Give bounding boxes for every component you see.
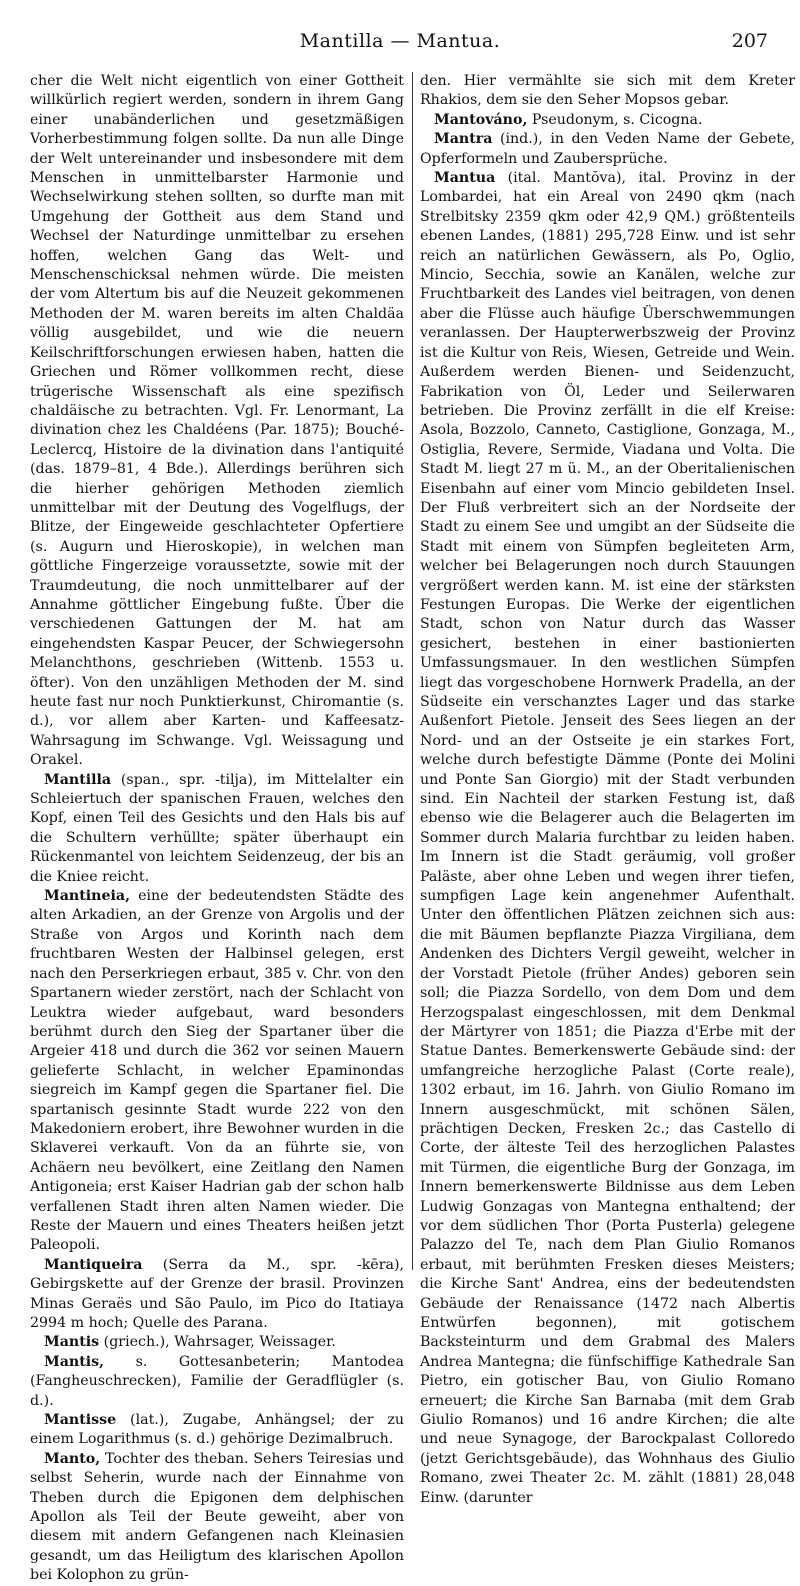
entry-text: (ital. Mantŏva), ital. Provinz in der Lombardei, hat ein Areal von 2490 qkm (nach Strelbitsky 2359 qkm oder 42,9 QM.) größtenteils ebenen Landes, (1881) 295,728 Einw. und ist sehr reich an natürlichen Gewässern, als Po, Oglio, Mincio, Secchia, sowie an Kanälen, welche zur Fruchtbarkeit des Landes viel beitragen, von denen aber die Flüsse auch häufige Überschwemmungen veranlassen. Der Haupterwerbszweig der Provinz ist die Kultur von Reis, Wiesen, Getreide und Wein. Außerdem werden Bienen- und Seidenzucht, Fabrikation von Öl, Leder und Seilerwaren betrieben. Die Provinz zerfällt in die elf Kreise: Asola, Bozzolo, Canneto, Castiglione, Gonzaga, M., Ostiglia, Revere, Sermide, Viadana und Volta. Die Stadt M. liegt 27 m ü. M., an der Oberitalienischen Eisenbahn auf einer vom Mincio gebildeten Insel. Der Fluß verbreitert sich an der Nordseite der Stadt zu einem See und umgibt an der Südseite die Stadt mit einem von Sümpfen begleiteten Arm, welcher bei Belagerungen noch durch Stauungen vergrößert werden kann. M. ist eine der stärksten Festungen Europas. Die Werke der eigentlichen Stadt, schon von Natur durch das Wasser gesichert, bestehen in einer bastionierten Umfassungsmauer. In den westlichen Sümpfen liegt das vorgeschobene Hornwerk Pradella, an der Südseite ein verschanztes Lager und das starke Außenfort Pietole. Jenseit des Sees liegen an der Nord- und an der Ostseite je ein starkes Fort, welche durch befestigte Dämme (Ponte dei Molini und Ponte San Giorgio) mit der Stadt verbunden sind. Ein Nachteil der starken Festung ist, daß ebenso wie die Belagerer auch die Belagerten im Sommer durch Malaria furchtbar zu leiden haben. Im Innern ist die Stadt geräumig, voll großer Paläste, aber ohne Leben und wegen ihrer tiefen, sumpfigen Lage kein angenehmer Aufenthalt. Unter den öffentlichen Plätzen zeichnen sich aus: die mit Bäumen bepflanzte Piazza Virgiliana, dem Andenken des Dichters Vergil geweiht, welcher in der Vorstadt Pietole (früher Andes) geboren sein soll; die Piazza Sordello, von dem Dom und dem Herzogspalast eingeschlossen, mit dem Denkmal der Märtyrer von 1851; die Piazza d'Erbe mit der Statue Dantes. Bemerkenswerte Gebäude sind: der umfangreiche herzogliche Palast (Corte reale), 1302 erbaut, im 16. Jahrh. von Giulio Romano im Innern ausgeschmückt, mit schönen Sälen, prächtigen Decken, Fresken 2c.; das Castello di Corte, der älteste Teil des herzoglichen Palastes mit Türmen, die eigentliche Burg der Gonzaga, im Innern bemerkenswerte Bildnisse aus dem Leben Ludwig Gonzagas von Mantegna enthaltend; der vor dem südlichen Thor (Porta Pusterla) gelegene Palazzo del Te, nach dem Plan Giulio Romanos erbaut, mit berühmten Fresken dieses Meisters; die Kirche Sant' Andrea, eins der bedeutendsten Gebäude der Renaissance (1472 nach Albertis Entwürfen begonnen), mit gotischem Backsteinturm und dem Grabmal des Malers Andrea Mantegna; die fünfschiffige Kathedrale San Pietro, ein gotischer Bau, von Giulio Romano erneuert; die Kirche San Barnaba (mit dem Grab Giulio Romanos) und 16 andre Kirchen; die alte und neue Synagoge, der Barockpalast Colloredo (jetzt Gerichtsgebäude), das Wohnhaus des Giulio Romano, zwei Theater 2c. M. zählt (1881) 28,048 Einw. (darunter (420, 170, 795, 1506)
entry-headword: Mantilla (44, 771, 112, 788)
entry-headword: Mantineia, (44, 888, 131, 905)
entry-mantineia (30, 887, 404, 1256)
page-header (30, 30, 770, 58)
entry-manto (30, 1450, 404, 1586)
entry-text: eine der bedeutendsten Städte des alten Arkadien, an der Grenze von Argolis und der Straße von Argos und Korinth nach dem fruchtbaren Westen der Halbinsel gelegen, erst nach den Perserkriegen erbaut, 385 v. Chr. von den Spartanern wieder zerstört, nach der Schlacht von Leuktra wieder aufgebaut, ward besonders berühmt durch den Sieg der Spartaner über die Argeier 418 und durch die 362 vor seinen Mauern gelieferte Schlacht, in welcher Epaminondas siegreich im Kampf gegen die Spartaner fiel. Die spartanisch gesinnte Stadt wurde 222 von den Makedoniern erobert, ihre Bewohner wurden in die Sklaverei verkauft. Von da an führte sie, von Achäern neu bevölkert, eine Zeitlang den Namen Antigoneia; erst Kaiser Hadrian gab der schon halb verfallenen Stadt ihren alten Namen wieder. Die Reste der Mauern und eines Theaters heißen jetzt Paleopoli. (30, 888, 404, 1254)
entry-mantis-2 (30, 1353, 404, 1411)
entry-text: (Serra da M., spr. -kēra), Gebirgskette auf der Grenze der brasil. Provinzen Minas Geraës und São Paulo, im Pico do Itatiaya 2994 m hoch; Quelle des Parana. (30, 1256, 404, 1331)
entry-headword: Mantiqueira (44, 1256, 143, 1273)
left-column (30, 72, 404, 1584)
entry-mantis-1 (30, 1333, 404, 1352)
entry-text: s. Gottesanbeterin; Mantodea (Fangheuschrecken), Familie der Geradflügler (s. d.). (30, 1353, 404, 1409)
entry-text: (span., spr. -tilja), im Mittelalter ein Schleiertuch der spanischen Frauen, welches den Kopf, einen Teil des Gesichts und den Hals bis auf die Schultern verhüllte; später überhaupt ein Rückenmantel von leichtem Seidenzeug, der bis an die Kniee reicht. (30, 771, 404, 885)
entry-continuation (420, 72, 795, 111)
entry-mantiqueira (30, 1256, 404, 1334)
entry-text: Tochter des theban. Sehers Teiresias und selbst Seherin, wurde nach der Einnahme von Theben durch die Epigonen dem delphischen Apollon als Teil der Beute geweiht, aber von diesem mit andern Gefangenen nach Kleinasien gesandt, um das Heiligtum des klarischen Apollon bei Kolophon zu grün- (30, 1450, 404, 1584)
entry-text: (griech.), Wahrsager, Weissager. (99, 1334, 336, 1351)
column-divider (412, 72, 413, 1270)
entry-mantilla (30, 771, 404, 887)
entry-headword: Manto, (44, 1450, 101, 1467)
entry-headword: Mantis, (44, 1353, 105, 1370)
entry-headword: Mantisse (44, 1412, 117, 1429)
entry-text: Pseudonym, s. Cicogna. (527, 111, 703, 128)
entry-headword: Mantováno, (434, 111, 528, 128)
entry-mantua (420, 169, 795, 1508)
entry-mantisse (30, 1411, 404, 1450)
running-title: Mantilla — Mantua. (299, 30, 501, 52)
page-number: 207 (731, 30, 768, 52)
entry-headword: Mantis (44, 1334, 100, 1351)
entry-headword: Mantua (434, 170, 496, 187)
entry-text: (ind.), in den Veden Name der Gebete, Opferformeln und Zaubersprüche. (420, 131, 795, 167)
entry-text: (lat.), Zugabe, Anhängsel; der zu einem Logarithmus (s. d.) gehörige Dezimalbruch. (30, 1412, 404, 1448)
entry-text: den. Hier vermählte sie sich mit dem Kreter Rhakios, dem sie den Seher Mopsos gebar. (420, 73, 795, 109)
right-column (420, 72, 795, 1506)
entry-text: cher die Welt nicht eigentlich von einer Gottheit willkürlich regiert werden, sondern in ihrem Gang einer unabänderlichen und gesetzmäßigen Vorherbestimmung folgen sollte. Da nun alle Dinge der Welt untereinander und insbesondere mit dem Menschen in unmittelbarster Harmonie und Wechselwirkung stehen sollten, so durfte man mit Umgehung der Gottheit aus dem Stand und Wechsel der Naturdinge unmittelbar zu ersehen hoffen, welchen Gang das Welt- und Menschenschicksal nehmen würde. Die meisten der vom Altertum bis auf die Neuzeit gekommenen Methoden der M. waren bereits im alten Chaldäa völlig ausgebildet, und wie die neuern Keilschriftforschungen erwiesen haben, hatten die Griechen und Römer vollkommen recht, diese trügerische Wissenschaft als eine spezifisch chaldäische zu betrachten. Vgl. Fr. Lenormant, La divination chez les Chaldéens (Par. 1875); Bouché-Leclercq, Histoire de la divination dans l'antiquité (das. 1879–81, 4 Bde.). Allerdings berühren sich die hierher gehörigen Methoden ziemlich unmittelbar mit der Deutung des Vogelflugs, der Blitze, der Eingeweide geschlachteter Opfertiere (s. Augurn und Hieroskopie), in welchen man göttliche Fingerzeige voraussetzte, sowie mit der Traumdeutung, die noch unmittelbarer auf der Annahme göttlicher Eingebung fußte. Über die verschiedenen Gattungen der M. hat am eingehendsten Kaspar Peucer, der Schwiegersohn Melanchthons, geschrieben (Wittenb. 1553 u. öfter). Von den unzähligen Methoden der M. sind heute fast nur noch Punktierkunst, Chiromantie (s. d.), vor allem aber Karten- und Kaffeesatz-Wahrsagung im Schwange. Vgl. Weissagung und Orakel. (30, 73, 404, 769)
entry-continuation (30, 72, 404, 771)
entry-headword: Mantra (434, 131, 493, 148)
entry-mantovano (420, 111, 795, 130)
entry-mantra (420, 130, 795, 169)
